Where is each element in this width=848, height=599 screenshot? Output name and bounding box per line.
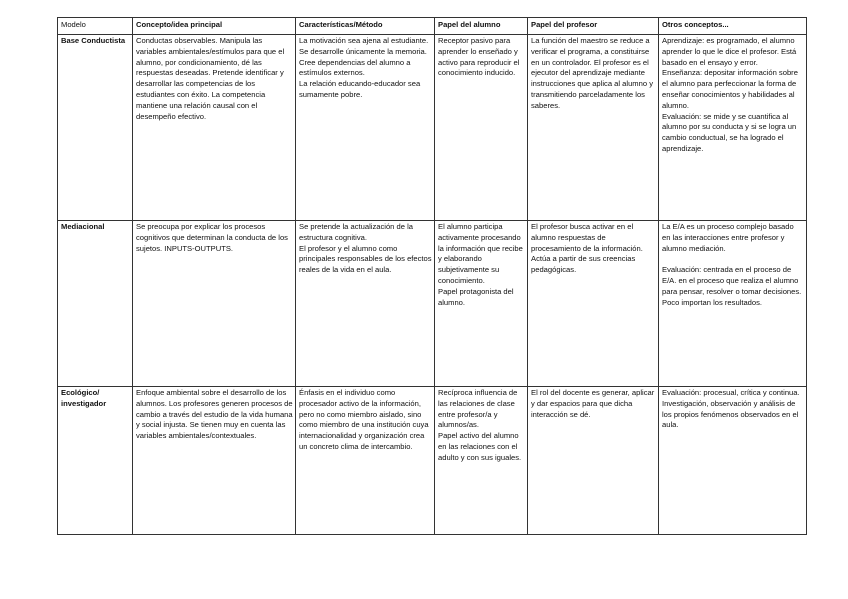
- row-alumno: Receptor pasivo para aprender lo enseñado y activo para reproducir el conocimiento inducido.: [435, 35, 528, 221]
- cell-line: Papel activo del alumno en las relaciones con el adulto y con sus iguales.: [438, 431, 522, 462]
- cell-line: El profesor busca activar en el alumno respuestas de procesamiento de la información.: [531, 222, 643, 253]
- cell-line: El profesor y el alumno como principales responsables de los efectos reales de la vida en el aula.: [299, 243, 432, 275]
- row-concepto: Conductas observables. Manipula las variables ambientales/estímulos para que el alumno, por condicionamiento, dé las respuestas deseadas. Pretende identificar y desarrollar las competencias de los estudiantes con éxito. La competencia mantiene una relación causal con el desempeño efectivo.: [133, 35, 296, 221]
- cell-line: Cree dependencias del alumno a estímulos externos.: [299, 57, 411, 78]
- table-row: [58, 221, 807, 387]
- row-concepto: Enfoque ambiental sobre el desarrollo de los alumnos. Los profesores generen procesos de cambio a través del estudio de la vida humana y social injusta. Se tienen muy en cuenta las variables ambientales/contextuales.: [133, 387, 296, 535]
- cell-line: Evaluación: centrada en el proceso de E/A. en el proceso que realiza el alumno para pensar, resolver o tomar decisiones. Poco importan los resultados.: [662, 265, 802, 307]
- row-caracteristicas: [296, 35, 435, 221]
- row-profesor: El rol del docente es generar, aplicar y dar espacios para que dicha interacción se dé.: [528, 387, 659, 535]
- comparison-table: [57, 17, 807, 535]
- row-profesor: La función del maestro se reduce a verificar el programa, a constituirse en un controlador. El profesor es el ejecutor del aprendizaje mediante instrucciones que aplica al alumno y transmitiendo parceladamente los saberes.: [528, 35, 659, 221]
- cell-line: Evaluación: se mide y se cuantifica al alumno por su conducta y si se logra un cambio conductual, se ha logrado el aprendizaje.: [662, 111, 797, 153]
- row-profesor: [528, 221, 659, 387]
- cell-line: Papel protagonista del alumno.: [438, 286, 514, 307]
- header-profesor: Papel del profesor: [528, 18, 659, 35]
- cell-line: Actúa a partir de sus creencias pedagógicas.: [531, 254, 636, 275]
- header-modelo: Modelo: [58, 18, 133, 35]
- header-row: [58, 18, 807, 35]
- row-alumno: [435, 387, 528, 535]
- cell-line: Se desarrolle únicamente la memoria.: [299, 46, 427, 56]
- header-caracteristicas: Características/Método: [296, 18, 435, 35]
- row-alumno: [435, 221, 528, 387]
- header-otros: Otros conceptos...: [659, 18, 807, 35]
- row-caracteristicas: Énfasis en el individuo como procesador activo de la información, pero no como miembro aislado, sino como miembro de una institución cuya internacionalidad y organización crea un concreto clima de intercambio.: [296, 387, 435, 535]
- row-modelo: Ecológico/ investigador: [58, 387, 133, 535]
- row-concepto: Se preocupa por explicar los procesos cognitivos que determinan la conducta de los sujetos. INPUTS-OUTPUTS.: [133, 221, 296, 387]
- cell-line: La relación educando-educador sea sumamente pobre.: [299, 79, 421, 99]
- cell-line: Se pretende la actualización de la estructura cognitiva.: [299, 222, 413, 242]
- row-modelo: Base Conductista: [58, 35, 133, 221]
- row-otros: [659, 35, 807, 221]
- row-otros: [659, 221, 807, 387]
- row-caracteristicas: [296, 221, 435, 387]
- header-alumno: Papel del alumno: [435, 18, 528, 35]
- cell-line: Enseñanza: depositar información sobre el alumno para perfeccionar la forma de enseñar conocimientos y habilidades al alumno.: [662, 68, 798, 110]
- cell-line: Aprendizaje: es programado, el alumno aprender lo que le dice el profesor. Está basado en el ensayo y error.: [662, 36, 797, 67]
- row-modelo: Mediacional: [58, 221, 133, 387]
- cell-line: La E/A es un proceso complejo basado en las interacciones entre profesor y alumno mediación.: [662, 222, 794, 253]
- table-row: [58, 35, 807, 221]
- spacer: [662, 254, 804, 265]
- cell-line: El alumno participa activamente procesando la información que recibe y elaborando subjetivamente su conocimiento.: [438, 222, 523, 285]
- row-otros: Evaluación: procesual, crítica y continua. Investigación, observación y análisis de los propios fenómenos observados en el aula.: [659, 387, 807, 535]
- header-concepto: Concepto/idea principal: [133, 18, 296, 35]
- cell-line: La motivación sea ajena al estudiante.: [299, 36, 429, 45]
- cell-line: Recíproca influencia de las relaciones de clase entre profesor/a y alumnos/as.: [438, 388, 518, 430]
- table-row: [58, 387, 807, 535]
